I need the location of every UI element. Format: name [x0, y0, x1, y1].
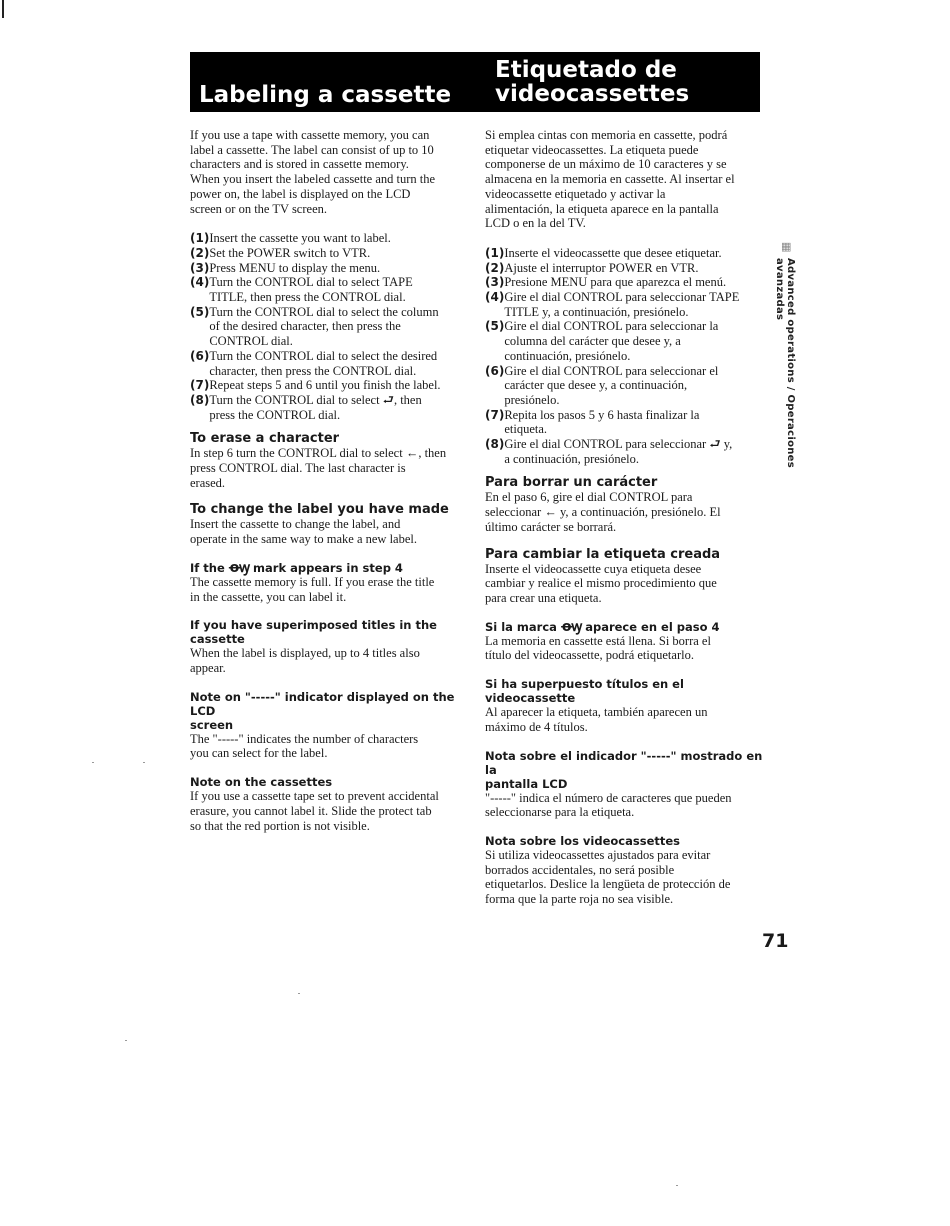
- step-number: (4): [485, 290, 505, 305]
- step-text: Set the POWER switch to VTR.: [209, 245, 371, 260]
- step-number: (2): [190, 245, 210, 260]
- scan-speck: [143, 762, 145, 763]
- memory-full-heading-post: aparece en el paso 4: [581, 619, 720, 634]
- memory-full-heading: [190, 561, 472, 575]
- english-column: [190, 128, 472, 833]
- step-item: [190, 275, 472, 304]
- step-text: Turn the CONTROL dial to select ⮐, then press the CONTROL dial.: [209, 392, 422, 422]
- cassettes-note-text: If you use a cassette tape set to prevent accidental erasure, you cannot label it. Slide the protect tab so that the red portion is not visible.: [190, 789, 439, 833]
- change-label-text: Inserte el videocassette cuya etiqueta desee cambiar y realice el mismo procedimiento que para crear una etiqueta.: [485, 561, 717, 605]
- step-item: [190, 261, 472, 276]
- intro-paragraph: If you use a tape with cassette memory, you can label a cassette. The label can consist of up to 10 characters and is stored in cassette memory. When you insert the labeled cassette and turn the power on, the label is displayed on the LCD screen or on the TV screen.: [190, 128, 436, 216]
- step-item: [485, 408, 765, 437]
- step-text: Inserte el videocassette que desee etiquetar.: [504, 245, 722, 260]
- step-number: (4): [190, 275, 210, 290]
- indicator-note-text: The "-----" indicates the number of characters you can select for the label.: [190, 731, 419, 761]
- step-text: Turn the CONTROL dial to select the desired character, then press the CONTROL dial.: [209, 348, 438, 378]
- steps-list: [485, 246, 765, 467]
- step-number: (2): [485, 260, 505, 275]
- superimposed-titles-text: Al aparecer la etiqueta, también aparecen un máximo de 4 títulos.: [485, 705, 708, 734]
- step-text: Turn the CONTROL dial to select the column of the desired character, then press the CONTROL dial.: [209, 304, 439, 349]
- step-item: [485, 290, 765, 319]
- step-number: (5): [190, 304, 210, 319]
- cassette-memory-icon: ꝋꝡ: [228, 559, 250, 576]
- scan-speck: [125, 1040, 127, 1041]
- step-item: [485, 319, 765, 363]
- step-item: [190, 378, 472, 393]
- erase-character-heading: Para borrar un carácter: [485, 475, 658, 491]
- step-number: (8): [485, 437, 505, 452]
- page-edge-mark: [2, 0, 4, 18]
- indicator-note-text: "-----" indica el número de caracteres que pueden seleccionarse para la etiqueta.: [485, 790, 732, 820]
- erase-character-text: In step 6 turn the CONTROL dial to select ←, then press CONTROL dial. The last character is erased.: [190, 446, 447, 490]
- memory-full-heading-post: mark appears in step 4: [249, 560, 403, 575]
- change-label-heading: To change the label you have made: [190, 502, 449, 518]
- step-text: Presione MENU para que aparezca el menú.: [504, 275, 727, 290]
- intro-paragraph: Si emplea cintas con memoria en cassette, podrá etiquetar videocassettes. La etiqueta puede componerse de un máximo de 10 caracteres y se almacena en la memoria en cassette. Al insertar el videocassette etiquetado y activar la alimentación, la etiqueta aparece en la pantalla LCD o en la del TV.: [485, 128, 735, 231]
- cassettes-note-text: Si utiliza videocassettes ajustados para evitar borrados accidentales, no será posible etiquetarlos. Deslice la lengüeta de protección de forma que la parte roja no sea visible.: [485, 847, 731, 907]
- indicator-note-heading: Note on "-----" indicator displayed on the LCD screen: [190, 689, 455, 732]
- step-number: (6): [485, 363, 505, 378]
- step-item: [190, 305, 472, 349]
- scan-speck: [92, 762, 94, 763]
- step-number: (7): [485, 407, 505, 422]
- step-number: (7): [190, 378, 210, 393]
- step-text: Gire el dial CONTROL para seleccionar ⮐ y, a continuación, presiónelo.: [504, 437, 733, 466]
- step-item: [190, 246, 472, 261]
- page-title-en: Labeling a cassette: [199, 82, 452, 108]
- step-text: Repeat steps 5 and 6 until you finish the label.: [209, 378, 441, 393]
- step-number: (3): [190, 260, 210, 275]
- cassettes-note-heading: Note on the cassettes: [190, 775, 333, 790]
- page-title-es: Etiquetado de videocassettes: [495, 57, 690, 107]
- indicator-note-heading: Nota sobre el indicador "-----" mostrado en la pantalla LCD: [485, 748, 763, 791]
- superimposed-titles-heading: Si ha superpuesto títulos en el videocassette: [485, 677, 684, 706]
- erase-character-heading: To erase a character: [190, 431, 340, 447]
- step-item: [485, 275, 765, 290]
- step-number: (1): [190, 231, 210, 246]
- step-number: (3): [485, 275, 505, 290]
- step-number: (5): [485, 319, 505, 334]
- step-text: Turn the CONTROL dial to select TAPE TITLE, then press the CONTROL dial.: [209, 275, 413, 305]
- cassette-memory-icon: ꝋꝡ: [560, 618, 582, 635]
- superimposed-titles-heading: If you have superimposed titles in the cassette: [190, 618, 437, 647]
- scan-speck: [676, 1185, 678, 1186]
- change-label-heading: Para cambiar la etiqueta creada: [485, 546, 721, 562]
- page-number: 71: [762, 930, 789, 952]
- step-item: [190, 349, 472, 378]
- step-item: [485, 437, 765, 466]
- step-number: (6): [190, 348, 210, 363]
- scan-speck: [298, 993, 300, 994]
- spanish-column: [485, 128, 765, 907]
- memory-full-heading-pre: If the: [190, 560, 229, 575]
- section-side-tab: Advanced operations / Operaciones avanzadas: [774, 258, 796, 468]
- memory-full-text: La memoria en cassette está llena. Si borra el título del videocassette, podrá etiquetarlo.: [485, 633, 711, 663]
- step-text: Repita los pasos 5 y 6 hasta finalizar la etiqueta.: [504, 407, 700, 437]
- section-marker-icon: ▦: [781, 241, 792, 253]
- step-item: [485, 261, 765, 276]
- step-text: Ajuste el interruptor POWER en VTR.: [504, 260, 699, 275]
- steps-list: [190, 231, 472, 422]
- step-text: Insert the cassette you want to label.: [209, 231, 391, 246]
- step-text: Press MENU to display the menu.: [209, 260, 381, 275]
- superimposed-titles-text: When the label is displayed, up to 4 titles also appear.: [190, 646, 420, 675]
- step-text: Gire el dial CONTROL para seleccionar la columna del carácter que desee y, a continuación, presiónelo.: [504, 319, 719, 363]
- erase-character-text: En el paso 6, gire el dial CONTROL para seleccionar ← y, a continuación, presiónelo. El último carácter se borrará.: [485, 490, 721, 534]
- memory-full-heading-pre: Si la marca: [485, 619, 561, 634]
- step-number: (1): [485, 245, 505, 260]
- memory-full-text: The cassette memory is full. If you erase the title in the cassette, you can label it.: [190, 574, 435, 604]
- step-item: [485, 364, 765, 408]
- step-text: Gire el dial CONTROL para seleccionar el carácter que desee y, a continuación, presiónelo.: [504, 363, 719, 407]
- step-item: [485, 246, 765, 261]
- cassettes-note-heading: Nota sobre los videocassettes: [485, 833, 681, 848]
- step-text: Gire el dial CONTROL para seleccionar TAPE TITLE y, a continuación, presiónelo.: [504, 290, 740, 319]
- step-item: [190, 231, 472, 246]
- change-label-text: Insert the cassette to change the label, and operate in the same way to make a new label.: [190, 517, 417, 547]
- step-item: [190, 393, 472, 422]
- memory-full-heading: [485, 620, 765, 634]
- step-number: (8): [190, 392, 210, 407]
